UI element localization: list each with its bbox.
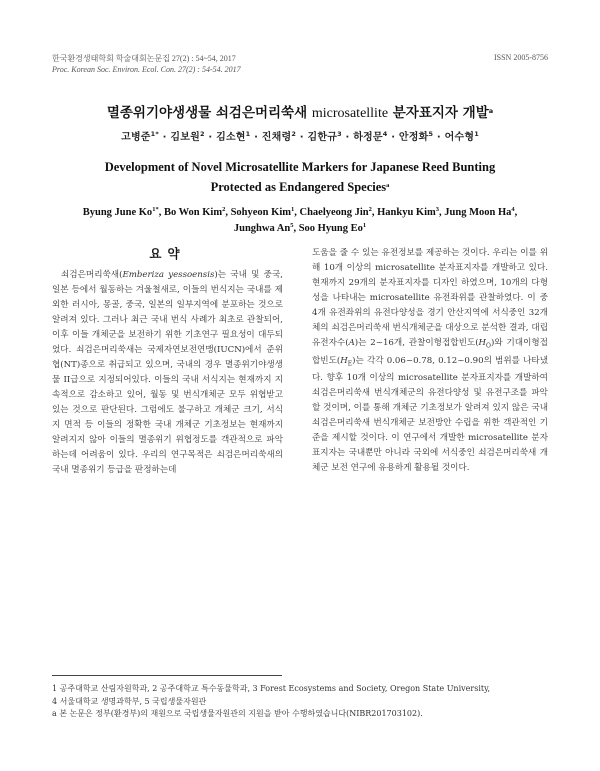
paper-title-ko bbox=[0, 101, 600, 122]
issn: ISSN 2005-8756 bbox=[493, 53, 548, 62]
author-ko: 어수형 bbox=[444, 132, 475, 143]
abstract-heading: 요약 bbox=[149, 246, 186, 261]
author-ko-sup: 5 bbox=[428, 130, 434, 138]
author-ko: 진채령 bbox=[261, 132, 292, 143]
footnote-line: 4 서울대학교 생명과학부, 5 국립생물자원관 bbox=[52, 696, 207, 706]
author-en: Junghwa An bbox=[233, 223, 291, 234]
title-ko-main: 멸종위기야생생물 쇠검은머리쑥새 bbox=[106, 105, 308, 121]
symbol-Ho: H bbox=[478, 338, 487, 348]
author-en: Hankyu Kim bbox=[377, 207, 436, 218]
title-ko-term: microsatellite bbox=[311, 106, 389, 121]
footnote-line: 1 공주대학교 산림자원학과, 2 공주대학교 특수동물학과, 3 Forest Ecosystems and Society, Oregon State University, bbox=[52, 684, 491, 693]
abstract-right-column bbox=[312, 246, 548, 476]
author-en: Sohyeon Kim bbox=[230, 207, 291, 218]
author-en-sup: 4 bbox=[511, 206, 515, 213]
footnote-divider bbox=[52, 675, 282, 676]
author-en-sup: 2 bbox=[368, 206, 372, 213]
author-ko-sup: 1 bbox=[474, 130, 479, 138]
author-en: Soo Hyung Eo bbox=[298, 223, 363, 234]
symbol-A: A bbox=[348, 338, 355, 348]
author-ko-sup: 4 bbox=[382, 130, 388, 138]
symbol-Ho-sub: O bbox=[486, 342, 491, 350]
author-en: Bo Won Kim bbox=[163, 207, 223, 218]
author-en-sup: 1 bbox=[362, 222, 367, 229]
abstract-text: )는 국내 및 중국, 일본 등에서 월동하는 겨울철새로, 이들의 번식지는 국내를 제외한 러시아, 몽골, 중국, 일본의 일부지역에 분포하는 것으로 알려져 있다. 그러나 최근 국내 번식 사례가 최초로 관찰되어, 이후 이들 개체군을 보전하기 위한 기초연구 필요성이 대두되었다. 쇠검은머리쑥새는 국제자연보전연맹(IUCN)에서 준위협(NT)종으로 취급되고 있으며, 국내의 경우 멸종위기야생생물 II급으로 지정되어있다. 이들의 국내 서식지는 현재까지 지속적으로 감소하고 있어, 월동 및 번식개체군 모두 위협받고 있는 것으로 판단된다. 그럼에도 불구하고 개체군 크기, 서식지 면적 등 이들의 정확한 국내 개체군 기초정보는 현재까지 알려지지 않아 이들의 멸종위기 위협정도를 객관적으로 파악하는데 어려움이 있다. 우리의 연구목적은 쇠검은머리쑥새의 국내 멸종위기 등급을 판정하는데 bbox=[52, 270, 283, 475]
abstract-text: 쇠검은머리쑥새( bbox=[61, 270, 123, 280]
authors-ko: 고병준$^{1*}$ · 김보원$^2$ · 김소현$^1$ · 진채령$^2$ · 김한규$^3$ · 하정문$^4$ · 안정화$^5$ · 어수형$^1$ bbox=[121, 130, 479, 143]
author-ko: 안정화 bbox=[398, 132, 429, 143]
author-ko-sup: 2 bbox=[291, 130, 297, 138]
author-ko-sup: 1* bbox=[150, 130, 159, 138]
journal-header-en: Proc. Korean Soc. Environ. Ecol. Con. 27(2) : 54-54. 2017 bbox=[52, 65, 241, 74]
footnotes bbox=[52, 683, 548, 721]
abstract-text: )는 각각 0.06~0.78, 0.12~0.90의 범위를 나타냈다. 향후 10개 이상의 microsatellite 분자표지자를 개발하여 쇠검은머리쑥새 번식개체군의 유전다양성 및 유전구조를 파악 할 것이며, 이를 통해 개체군 기초정보가 알려져 있지 않은 국내 쇠검은머리쑥새 번식개체군 보전방안 수립을 위한 객관적인 기준을 제시할 것이다. 이 연구에서 개발한 microsatellite 분자표지자는 국내뿐만 아니라 국외에 서식중인 쇠검은머리쑥새 개체군 보전 연구에 유용하게 활용될 것이다. bbox=[312, 355, 548, 474]
abstract-paragraph bbox=[312, 246, 548, 476]
author-ko-sup: 2 bbox=[199, 130, 205, 138]
author-en-sup: 3 bbox=[435, 206, 440, 213]
title-en-sup: a bbox=[386, 182, 390, 189]
author-en: Chaelyeong Jin bbox=[299, 207, 369, 218]
author-ko: 고병준 bbox=[121, 132, 151, 143]
species-name: Emberiza yessoensis bbox=[122, 270, 215, 280]
footnote-line: a 본 논문은 정부(환경부)의 재원으로 국립생물자원관의 지원을 받아 수행하였습니다(NIBR201703102). bbox=[52, 709, 423, 718]
title-ko-end: 분자표지자 개발 bbox=[392, 105, 489, 121]
title-en-line2: Protected as Endangered Species bbox=[210, 180, 387, 194]
title-en-line1: Development of Novel Microsatellite Markers for Japanese Reed Bunting bbox=[104, 160, 496, 174]
author-ko: 하정문 bbox=[353, 132, 383, 143]
symbol-He: H bbox=[340, 355, 348, 366]
author-en-sup: 1 bbox=[290, 206, 295, 213]
abstract-text: )와 기대이형접합빈도( bbox=[312, 338, 548, 366]
author-en-sup: 5 bbox=[290, 222, 294, 229]
paper-title-en bbox=[0, 157, 600, 197]
journal-header-ko: 한국환경생태학회 학술대회논문집 27(2) : 54~54, 2017 bbox=[52, 54, 236, 63]
author-en-sup: 2 bbox=[222, 206, 226, 213]
author-ko: 김보원 bbox=[170, 132, 200, 143]
author-ko: 김한규 bbox=[307, 132, 338, 143]
author-ko-sup: 1 bbox=[245, 130, 251, 138]
symbol-He-sub: E bbox=[347, 360, 353, 368]
title-ko-sup: a bbox=[488, 107, 494, 115]
abstract-left-column bbox=[52, 268, 283, 478]
author-en: Jung Moon Ha bbox=[444, 207, 512, 218]
abstract-text: )는 2~16개, 관찰이형접합빈도( bbox=[354, 338, 479, 348]
abstract-text: 도움을 줄 수 있는 유전정보를 제공하는 것이다. 우리는 이를 위해 10개 이상의 microsatellite 분자표지자를 개발하고 있다. 현재까지 29개의 분자표지자를 디자인 하였으며, 10개의 다형성을 나타내는 microsatellite 유전좌위를 관찰하였다. 이 중 4개 유전좌위의 유전다양성을 경기 안산지역에 서식중인 32개체의 쇠검은머리쑥새 번식개체군을 대상으로 분석한 결과, 대립유전자수( bbox=[312, 248, 548, 348]
abstract-paragraph bbox=[52, 268, 283, 478]
author-ko-sup: 3 bbox=[337, 130, 342, 138]
author-en-sup: 1* bbox=[152, 206, 159, 213]
authors-en: Byung June $Ko^{1*}$, Bo Won Kim$^2$, Sohyeon Kim$^1$, Chaelyeong Jin$^2$, Hankyu Kim$^3$, Jung Moon Ha$^4$, Junghwa An$^5$, Soo Hyung Eo$^1$ bbox=[82, 206, 518, 234]
author-ko: 김소현 bbox=[216, 132, 246, 143]
author-en: Byung June Ko bbox=[82, 207, 153, 218]
